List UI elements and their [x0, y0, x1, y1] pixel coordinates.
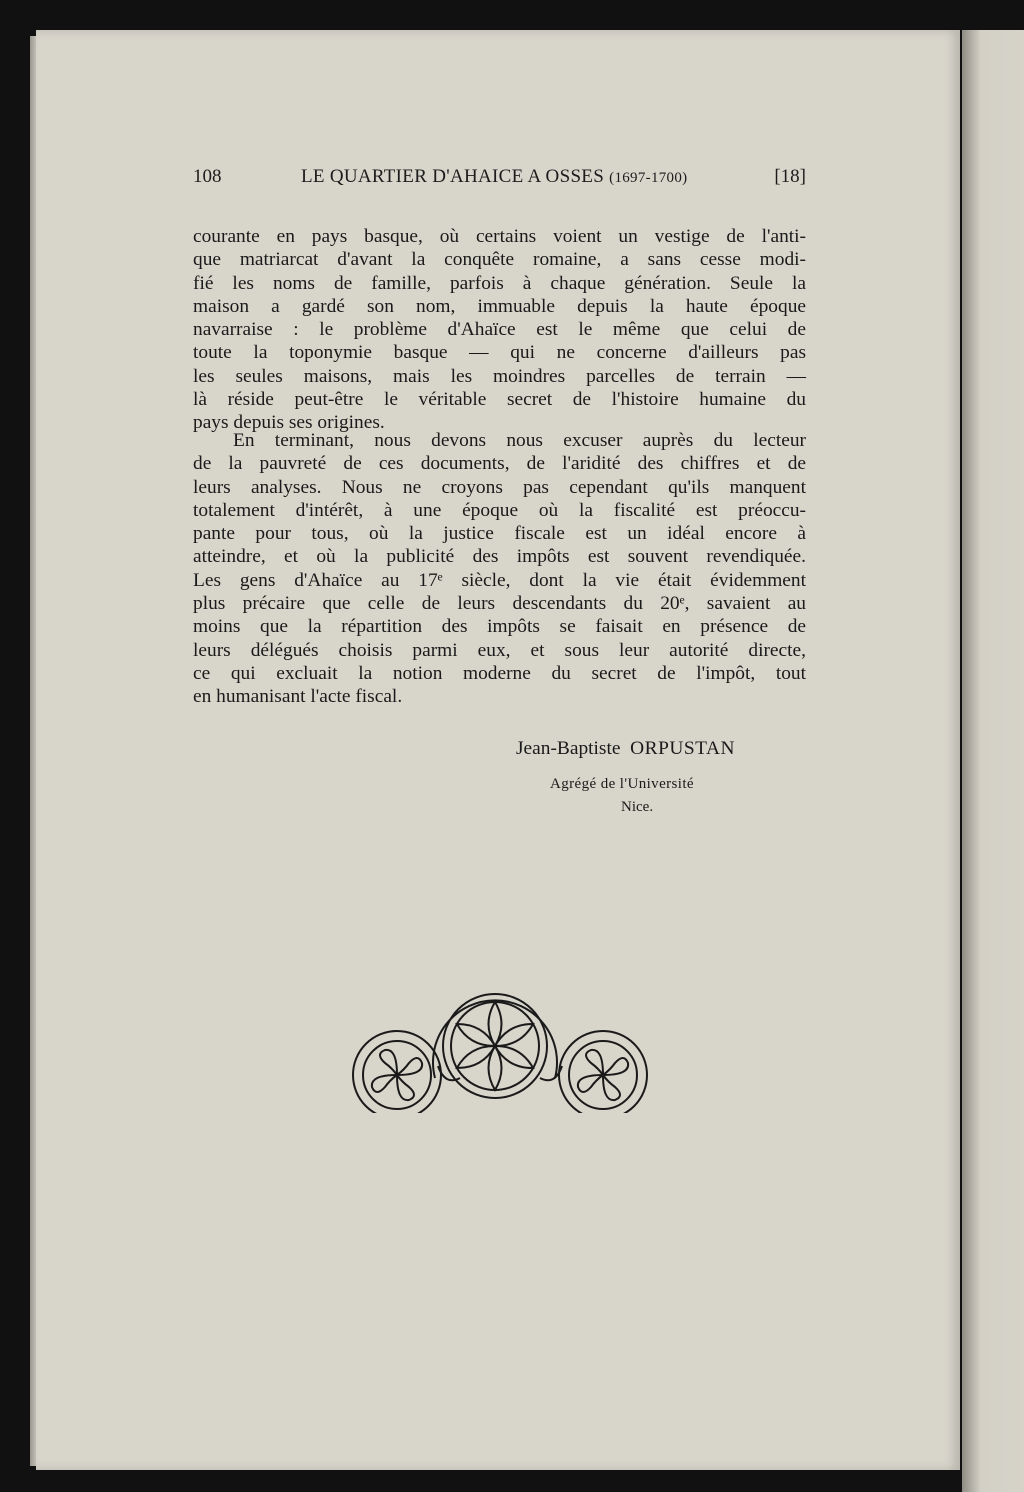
text-line: fié les noms de famille, parfois à chaque génération. Seule la — [193, 272, 806, 294]
running-dates: (1697-1700) — [609, 170, 688, 186]
author-last-name: ORPUSTAN — [630, 738, 735, 759]
author-name — [516, 738, 735, 760]
text-line: plus précaire que celle de leurs descendants du 20ᵉ, savaient au — [193, 593, 806, 615]
text-line: totalement d'intérêt, à une époque où la fiscalité est préoccu- — [193, 499, 806, 521]
text-line: pays depuis ses origines. — [193, 412, 385, 434]
running-header — [193, 166, 806, 192]
basque-ornament — [340, 978, 660, 1113]
text-line: Les gens d'Ahaïce au 17ᵉ siècle, dont la vie était évidemment — [193, 569, 806, 591]
text-line: navarraise : le problème d'Ahaïce est le même que celui de — [193, 319, 806, 341]
page-number: 108 — [193, 166, 222, 187]
author-title: Agrégé de l'Université — [550, 776, 694, 792]
text-line: maison a gardé son nom, immuable depuis la haute époque — [193, 295, 806, 317]
paragraph-1 — [193, 225, 806, 435]
text-line: leurs délégués choisis parmi eux, et sous leur autorité directe, — [193, 639, 806, 661]
running-title-text: LE QUARTIER D'AHAICE A OSSES — [301, 166, 605, 187]
text-line: pante pour tous, où la justice fiscale est un idéal encore à — [193, 523, 806, 545]
text-line: de la pauvreté de ces documents, de l'aridité des chiffres et de — [193, 453, 806, 475]
text-line: en humanisant l'acte fiscal. — [193, 686, 403, 708]
text-line: là réside peut-être le véritable secret de l'histoire humaine du — [193, 389, 806, 411]
section-reference: [18] — [774, 166, 806, 187]
text-line: leurs analyses. Nous ne croyons pas cependant qu'ils manquent — [193, 476, 806, 498]
running-title — [301, 166, 687, 188]
text-line: que matriarcat d'avant la conquête romaine, a sans cesse modi- — [193, 249, 806, 271]
text-line: En terminant, nous devons nous excuser auprès du lecteur — [233, 430, 806, 451]
paragraph-2 — [193, 429, 806, 709]
text-line: ce qui excluait la notion moderne du secret de l'impôt, tout — [193, 662, 806, 684]
text-line: courante en pays basque, où certains voient un vestige de l'anti- — [193, 226, 806, 247]
text-line: les seules maisons, mais les moindres parcelles de terrain — — [193, 365, 806, 387]
facing-page-edge — [962, 30, 1024, 1492]
author-first-name: Jean-Baptiste — [516, 738, 621, 759]
author-place: Nice. — [621, 799, 654, 815]
text-line: atteindre, et où la publicité des impôts est souvent revendiquée. — [193, 546, 806, 568]
text-line: toute la toponymie basque — qui ne concerne d'ailleurs pas — [193, 342, 806, 364]
text-line: moins que la répartition des impôts se faisait en présence de — [193, 616, 806, 638]
